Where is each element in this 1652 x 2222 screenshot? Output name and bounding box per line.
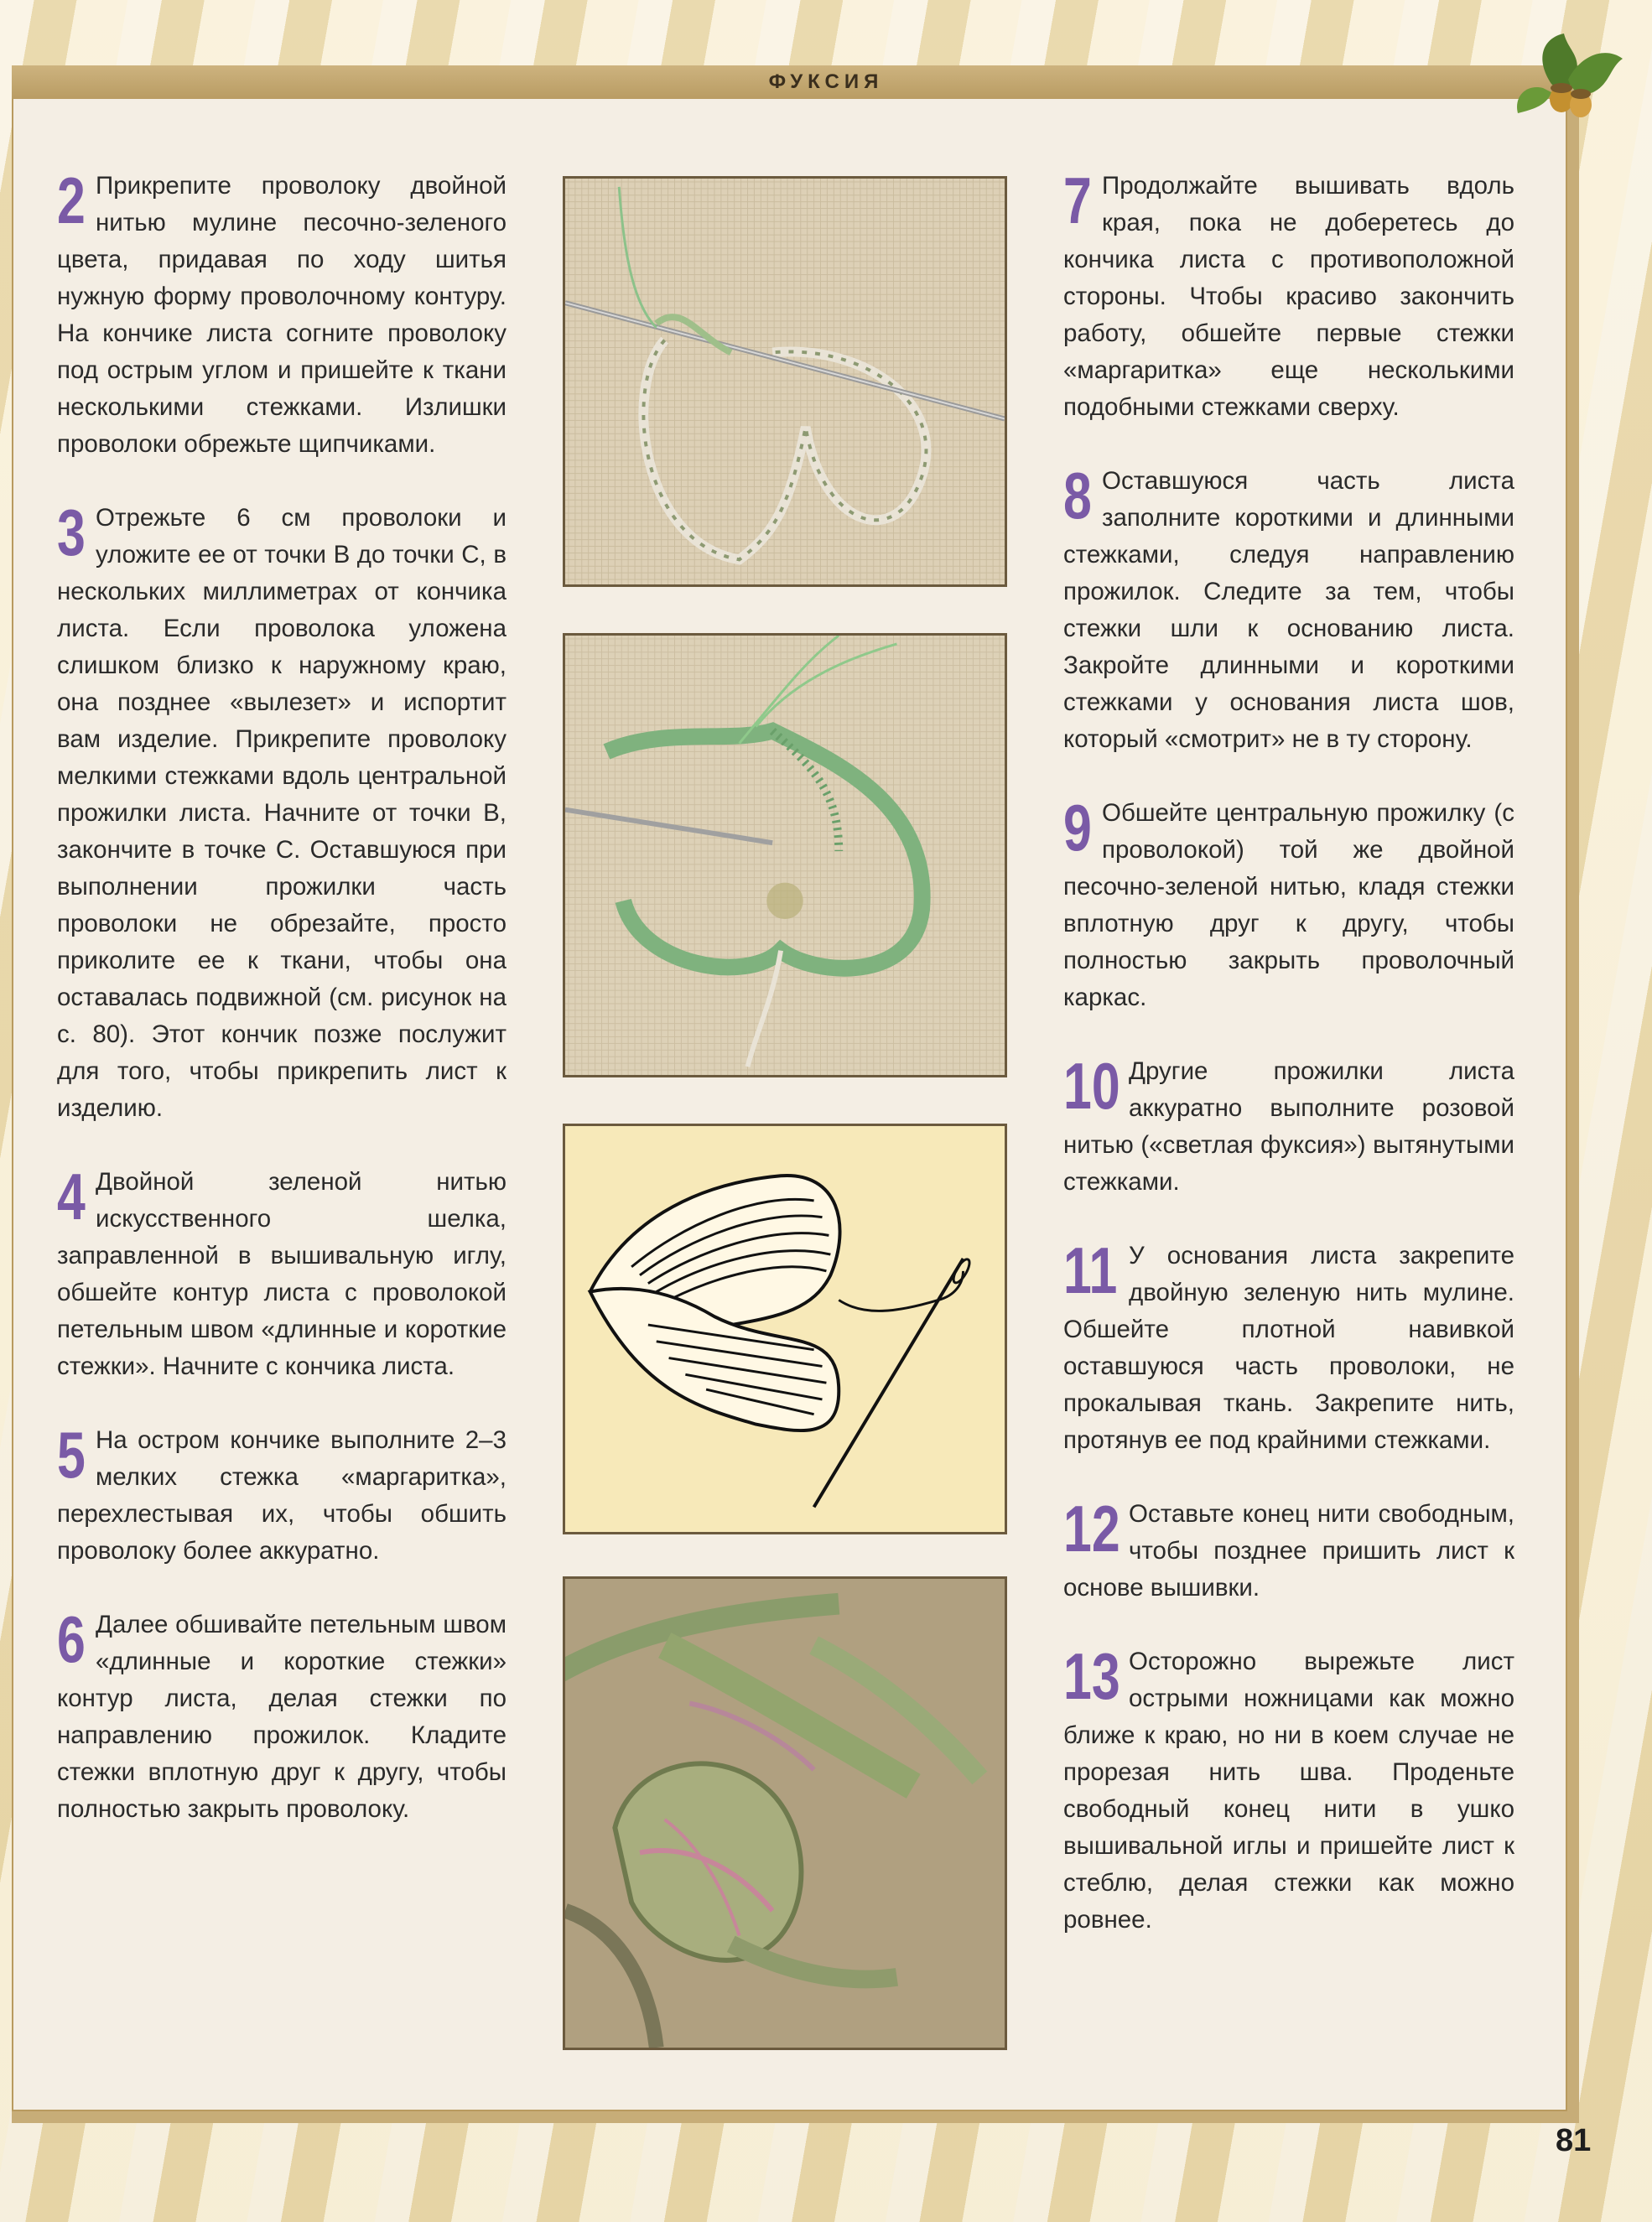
step-9 [1063,795,1514,1016]
step-text: Осторожно вырежьте лист острыми ножницами как можно ближе к краю, но ни в коем случае не прорезая нить шва. Проденьте свободный конец нити в ушко вышивальной иглы и пришейте лист к стеблю, делая стежки как можно ровнее. [1063,1648,1514,1934]
step-12 [1063,1496,1514,1607]
right-text-column [1063,168,1514,1975]
illustration-leaf-needle [563,1124,1007,1534]
step-number: 11 [1063,1238,1118,1307]
step-number: 6 [57,1607,86,1676]
step-text: Прикрепите проволоку двойной нитью мулине песочно-зеленого цвета, придавая по ходу шитья нужную форму проволочному контуру. На кончике листа согните проволоку под острым углом и пришейте к ткани несколькими стежками. Излишки проволоки обрежьте щипчиками. [57,172,507,458]
step-text: На остром кончике выполните 2–3 мелких стежка «маргаритка», перехлестывая их, чтобы обшить проволоку более аккуратно. [57,1426,507,1565]
step-number: 7 [1063,168,1092,237]
photo-buttonhole-stitching [563,633,1007,1077]
step-number: 9 [1063,795,1092,864]
step-7 [1063,168,1514,426]
step-text: Двойной зеленой нитью искусственного шелка, заправленной в вышивальную иглу, обшейте контур листа с проволокой петельным швом «длинные и короткие стежки». Начните с кончика листа. [57,1168,507,1380]
step-text: Оставшуюся часть листа заполните короткими и длинными стежками, следуя направлению прожилок. Следите за тем, чтобы стежки шли к основанию листа. Закройте длинными и короткими стежками у основания листа шов, который «смотрит» не в ту сторону. [1063,467,1514,753]
step-11 [1063,1238,1514,1459]
step-text: Обшейте центральную прожилку (с проволокой) той же двойной песочно-зеленой нитью, кладя стежки вплотную друг к другу, чтобы полностью закрыть проволочный каркас. [1063,799,1514,1011]
left-text-column [57,168,507,1865]
step-text: У основания листа закрепите двойную зеленую нить мулине. Обшейте плотной навивкой оставшуюся часть проволоки, не прокалывая ткань. Закрепите нить, протянув ее под крайними стежками. [1063,1242,1514,1454]
oak-leaves-icon [1501,25,1635,134]
running-title: ФУКСИЯ [768,70,884,93]
step-5 [57,1422,507,1570]
step-text: Продолжайте вышивать вдоль края, пока не доберетесь до кончика листа с противоположной стороны. Чтобы красиво закончить работу, обшейте первые стежки «маргаритка» еще несколькими подобными стежками сверху. [1063,172,1514,421]
photo-finished-leaf [563,1576,1007,2050]
step-13 [1063,1643,1514,1939]
step-6 [57,1607,507,1828]
step-8 [1063,463,1514,758]
photo-wire-outline [563,176,1007,587]
step-2 [57,168,507,463]
step-number: 12 [1063,1496,1120,1565]
step-number: 4 [57,1164,86,1233]
page-number: 81 [1556,2123,1592,2158]
step-text: Далее обшивайте петельным швом «длинные и короткие стежки» контур листа, делая стежки по направлению прожилок. Кладите стежки вплотную друг к другу, чтобы полностью закрыть проволоку. [57,1611,507,1823]
step-number: 2 [57,168,86,237]
step-text: Оставьте конец нити свободным, чтобы позднее пришить лист к основе вышивки. [1063,1500,1514,1602]
step-number: 10 [1063,1053,1120,1123]
step-text: Отрежьте 6 см проволоки и уложите ее от точки В до точки С, в нескольких миллиметрах от кончика листа. Если проволока уложена слишком близко к наружному краю, она позднее «вылезет» и испортит вам изделие. Прикрепите проволоку мелкими стежками вдоль центральной прожилки листа. Начните от точки В, закончите в точке С. Оставшуюся при выполнении прожилки часть проволоки не обрезайте, просто приколите ее к ткани, чтобы она оставалась подвижной (см. рисунок на с. 80). Этот кончик позже послужит для того, чтобы прикрепить лист к изделию. [57,504,507,1122]
step-number: 3 [57,500,86,569]
step-text: Другие прожилки листа аккуратно выполните розовой нитью («светлая фуксия») вытянутыми стежками. [1063,1057,1514,1196]
step-number: 5 [57,1422,86,1492]
step-number: 13 [1063,1643,1120,1713]
step-number: 8 [1063,463,1092,532]
step-10 [1063,1053,1514,1201]
step-4 [57,1164,507,1385]
step-3 [57,500,507,1127]
